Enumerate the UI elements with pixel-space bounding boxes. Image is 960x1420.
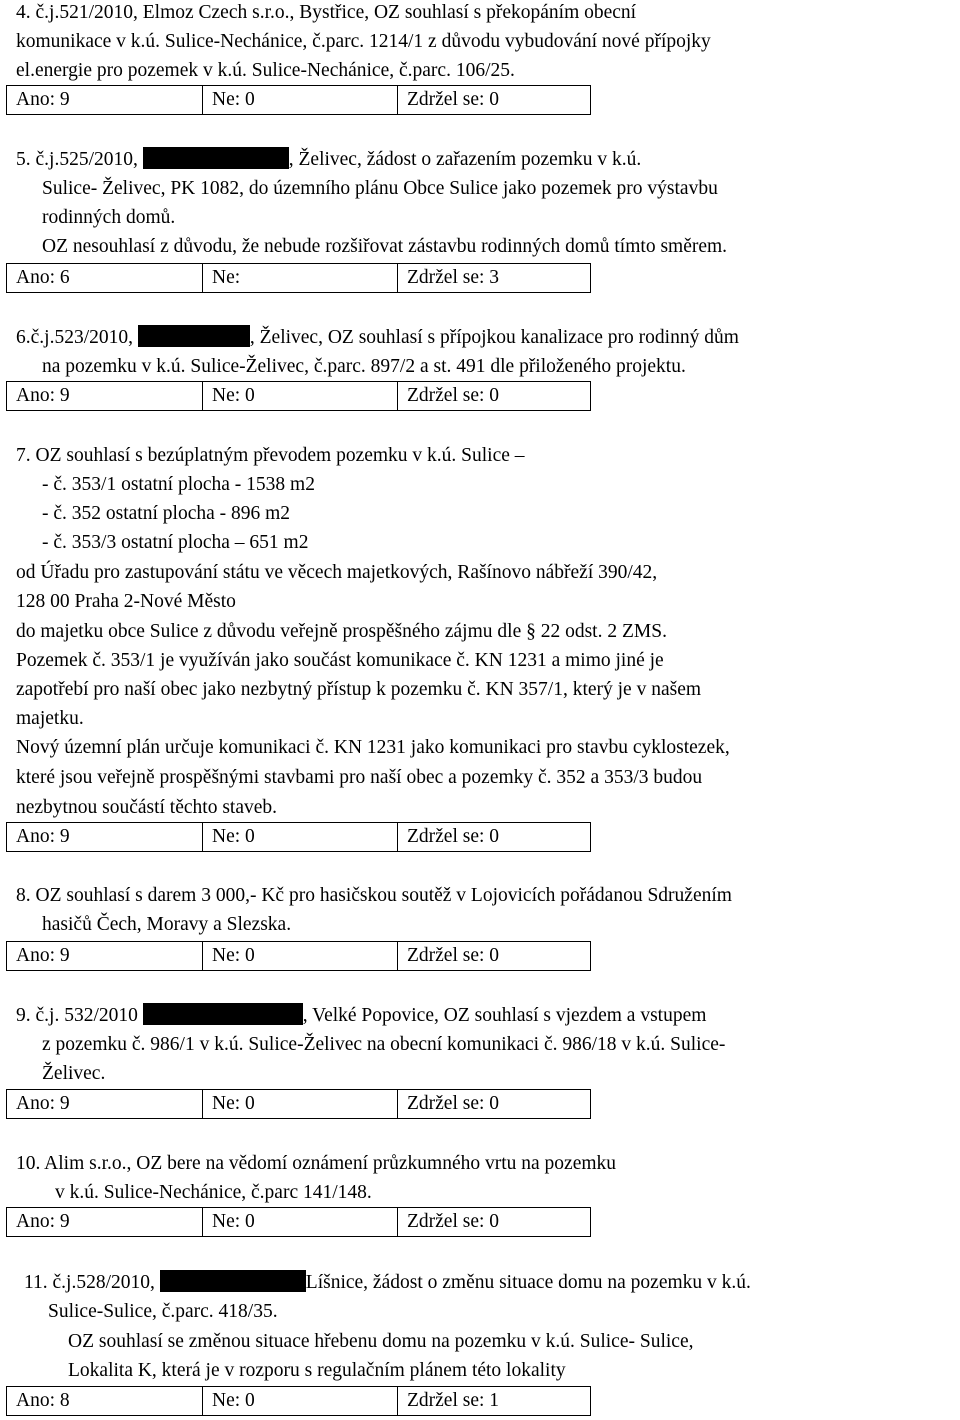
item-7-line-8: Pozemek č. 353/1 je využíván jako součást komunikace č. KN 1231 a mimo jiné je: [16, 650, 664, 671]
vote-abstain: Zdržel se: 0: [407, 89, 500, 110]
vote-no: Ne: 0: [203, 823, 398, 851]
vote-table-item-8: [6, 941, 591, 971]
vote-abstain: Zdržel se: 0: [407, 826, 500, 847]
vote-table-item-6: [6, 381, 591, 411]
item-7-line-6: 128 00 Praha 2-Nové Město: [16, 591, 236, 612]
item-8-line-2: hasičů Čech, Moravy a Slezska.: [42, 914, 292, 935]
item-5-line-2: Sulice- Želivec, PK 1082, do územního plánu Obce Sulice jako pozemek pro výstavbu: [42, 178, 718, 199]
item-6-line-1: [16, 325, 739, 351]
vote-yes: Ano: 9: [7, 86, 203, 114]
vote-yes: Ano: 8: [7, 1387, 203, 1415]
item-6-ref: 6.č.j.523/2010,: [16, 327, 133, 348]
vote-abstain: Zdržel se: 0: [407, 1093, 500, 1114]
item-8-line-1: 8. OZ souhlasí s darem 3 000,- Kč pro hasičskou soutěž v Lojovicích pořádanou Sdružením: [16, 885, 732, 906]
item-11-line-4: Lokalita K, která je v rozporu s regulačním plánem této lokality: [68, 1360, 566, 1381]
vote-abstain: Zdržel se: 3: [407, 267, 500, 288]
vote-table-item-11: [6, 1386, 591, 1416]
item-7-line-3: - č. 352 ostatní plocha - 896 m2: [42, 503, 291, 524]
vote-table-item-4: [6, 85, 591, 115]
item-11-line-2: Sulice-Sulice, č.parc. 418/35.: [48, 1301, 278, 1322]
item-7-line-1: 7. OZ souhlasí s bezúplatným převodem pozemku v k.ú. Sulice –: [16, 445, 525, 466]
item-7-line-7: do majetku obce Sulice z důvodu veřejně prospěšného zájmu dle § 22 odst. 2 ZMS.: [16, 621, 667, 642]
redaction-block: [143, 1003, 303, 1025]
item-5-ref: 5. č.j.525/2010,: [16, 149, 138, 170]
item-11-line-1-rest: Líšnice, žádost o změnu situace domu na pozemku v k.ú.: [305, 1272, 751, 1293]
vote-abstain: Zdržel se: 0: [407, 385, 500, 406]
item-5-line-3: rodinných domů.: [42, 207, 176, 228]
vote-yes: Ano: 6: [7, 264, 203, 292]
item-7-line-9: zapotřebí pro naší obec jako nezbytný přístup k pozemku č. KN 357/1, který je v našem: [16, 679, 702, 700]
item-4-line-3: el.energie pro pozemek v k.ú. Sulice-Nechánice, č.parc. 106/25.: [16, 60, 515, 81]
item-9-ref: 9. č.j. 532/2010: [16, 1005, 138, 1026]
vote-no: Ne: 0: [203, 1387, 398, 1415]
item-11-line-3: OZ souhlasí se změnou situace hřebenu domu na pozemku v k.ú. Sulice- Sulice,: [68, 1331, 694, 1352]
item-7-line-5: od Úřadu pro zastupování státu ve věcech majetkových, Rašínovo nábřeží 390/42,: [16, 562, 658, 583]
redaction-block: [138, 325, 250, 347]
vote-yes: Ano: 9: [7, 942, 203, 970]
item-7-line-11: Nový územní plán určuje komunikaci č. KN 1231 jako komunikaci pro stavbu cyklostezek,: [16, 737, 730, 758]
vote-no: Ne:: [203, 264, 398, 292]
item-7-line-4: - č. 353/3 ostatní plocha – 651 m2: [42, 532, 309, 553]
redaction-block: [143, 147, 289, 169]
vote-table-item-7: [6, 822, 591, 852]
vote-yes: Ano: 9: [7, 1090, 203, 1118]
redaction-block: [160, 1270, 306, 1292]
item-5-line-1-rest: , Želivec, žádost o zařazením pozemku v k.ú.: [288, 149, 642, 170]
item-7-line-13: nezbytnou součástí těchto staveb.: [16, 797, 278, 818]
vote-table-item-5: [6, 263, 591, 293]
item-9-line-1: [16, 1003, 706, 1029]
vote-no: Ne: 0: [203, 382, 398, 410]
item-6-line-2: na pozemku v k.ú. Sulice-Želivec, č.parc. 897/2 a st. 491 dle přiloženého projektu.: [42, 356, 686, 377]
vote-yes: Ano: 9: [7, 823, 203, 851]
item-10-line-2: v k.ú. Sulice-Nechánice, č.parc 141/148.: [55, 1182, 372, 1203]
item-10-line-1: 10. Alim s.r.o., OZ bere na vědomí oznámení průzkumného vrtu na pozemku: [16, 1153, 617, 1174]
item-4-line-1: 4. č.j.521/2010, Elmoz Czech s.r.o., Bystřice, OZ souhlasí s překopáním obecní: [16, 2, 637, 23]
item-11-line-1: [24, 1270, 751, 1296]
vote-no: Ne: 0: [203, 942, 398, 970]
item-9-line-3: Želivec.: [42, 1063, 106, 1084]
vote-no: Ne: 0: [203, 86, 398, 114]
vote-yes: Ano: 9: [7, 382, 203, 410]
item-4-line-2: komunikace v k.ú. Sulice-Nechánice, č.parc. 1214/1 z důvodu vybudování nové přípojky: [16, 31, 711, 52]
item-11-ref: 11. č.j.528/2010,: [24, 1272, 155, 1293]
vote-abstain: Zdržel se: 0: [407, 945, 500, 966]
vote-yes: Ano: 9: [7, 1208, 203, 1236]
item-7-line-2: - č. 353/1 ostatní plocha - 1538 m2: [42, 474, 315, 495]
vote-table-item-9: [6, 1089, 591, 1119]
vote-abstain: Zdržel se: 0: [407, 1211, 500, 1232]
item-5-line-4: OZ nesouhlasí z důvodu, že nebude rozšiřovat zástavbu rodinných domů tímto směrem.: [42, 236, 728, 257]
vote-no: Ne: 0: [203, 1090, 398, 1118]
item-9-line-1-rest: , Velké Popovice, OZ souhlasí s vjezdem a vstupem: [302, 1005, 707, 1026]
item-9-line-2: z pozemku č. 986/1 v k.ú. Sulice-Želivec na obecní komunikaci č. 986/18 v k.ú. Sulice-: [42, 1034, 726, 1055]
vote-abstain: Zdržel se: 1: [407, 1390, 500, 1411]
vote-table-item-10: [6, 1207, 591, 1237]
item-7-line-10: majetku.: [16, 708, 84, 729]
item-5-line-1: [16, 147, 641, 173]
item-7-line-12: které jsou veřejně prospěšnými stavbami pro naší obec a pozemky č. 352 a 353/3 budou: [16, 767, 703, 788]
item-6-line-1-rest: , Želivec, OZ souhlasí s přípojkou kanalizace pro rodinný dům: [249, 327, 739, 348]
vote-no: Ne: 0: [203, 1208, 398, 1236]
